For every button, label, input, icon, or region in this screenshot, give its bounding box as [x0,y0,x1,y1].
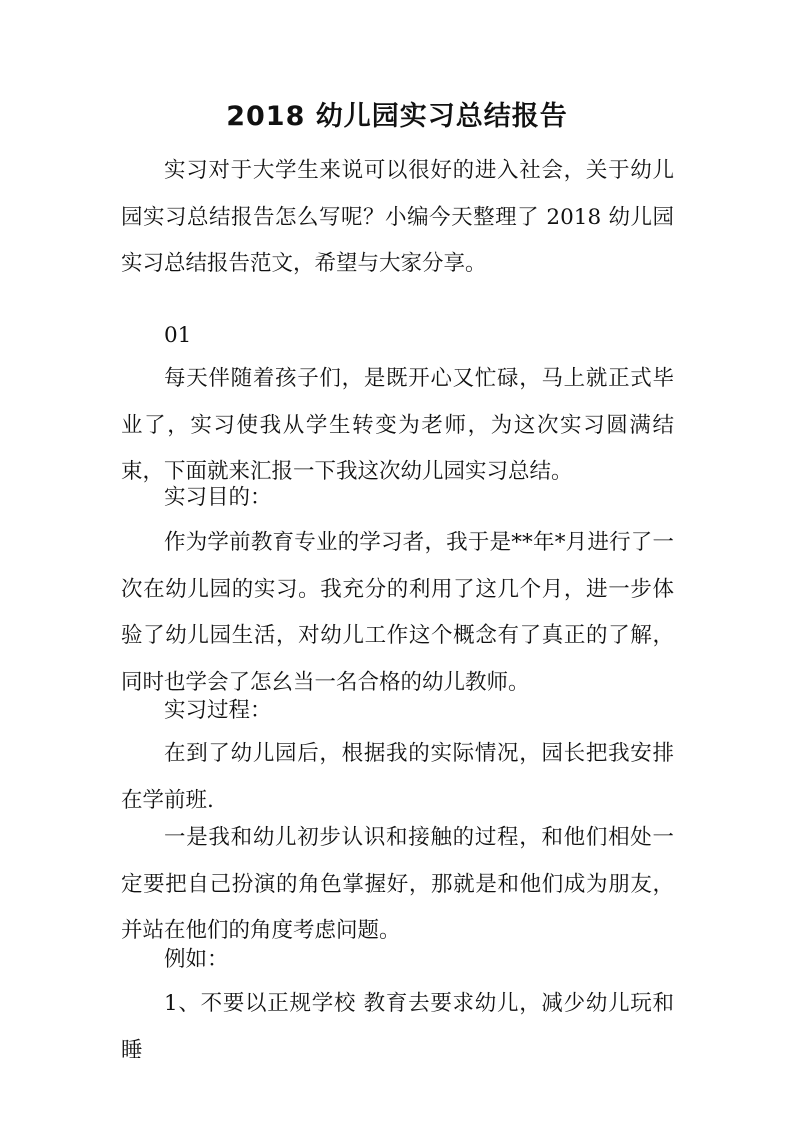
example-label: 例如： [164,947,229,972]
intro-paragraph: 实习对于大学生来说可以很好的进入社会，关于幼儿园实习总结报告怎么写呢？小编今天整理了 2018 幼儿园实习总结报告范文，希望与大家分享。 [121,158,674,276]
process-paragraph: 在到了幼儿园后，根据我的实际情况，园长把我安排在学前班. [121,741,674,813]
purpose-paragraph: 作为学前教育专业的学习者，我于是**年*月进行了一次在幼儿园的实习。我充分的利用了这几个月，进一步体验了幼儿园生活，对幼儿工作这个概念有了真正的了解，同时也学会了怎幺当一名合格的幼儿教师。 [121,530,674,695]
document-title: 2018 幼儿园实习总结报告 [226,101,568,132]
paragraph-1: 每天伴随着孩子们，是既开心又忙碌，马上就正式毕业了，实习使我从学生转变为老师，为这次实习圆满结束，下面就来汇报一下我这次幼儿园实习总结。 [121,366,674,484]
section-number: 01 [164,323,192,348]
list-item-1: 1、不要以正规学校 教育去要求幼儿，减少幼儿玩和睡 [121,991,674,1063]
purpose-label: 实习目的： [164,485,272,510]
process-label: 实习过程： [164,698,272,723]
point-1-paragraph: 一是我和幼儿初步认识和接触的过程，和他们相处一定要把自己扮演的角色掌握好，那就是和他们成为朋友，并站在他们的角度考虑问题。 [121,825,674,943]
